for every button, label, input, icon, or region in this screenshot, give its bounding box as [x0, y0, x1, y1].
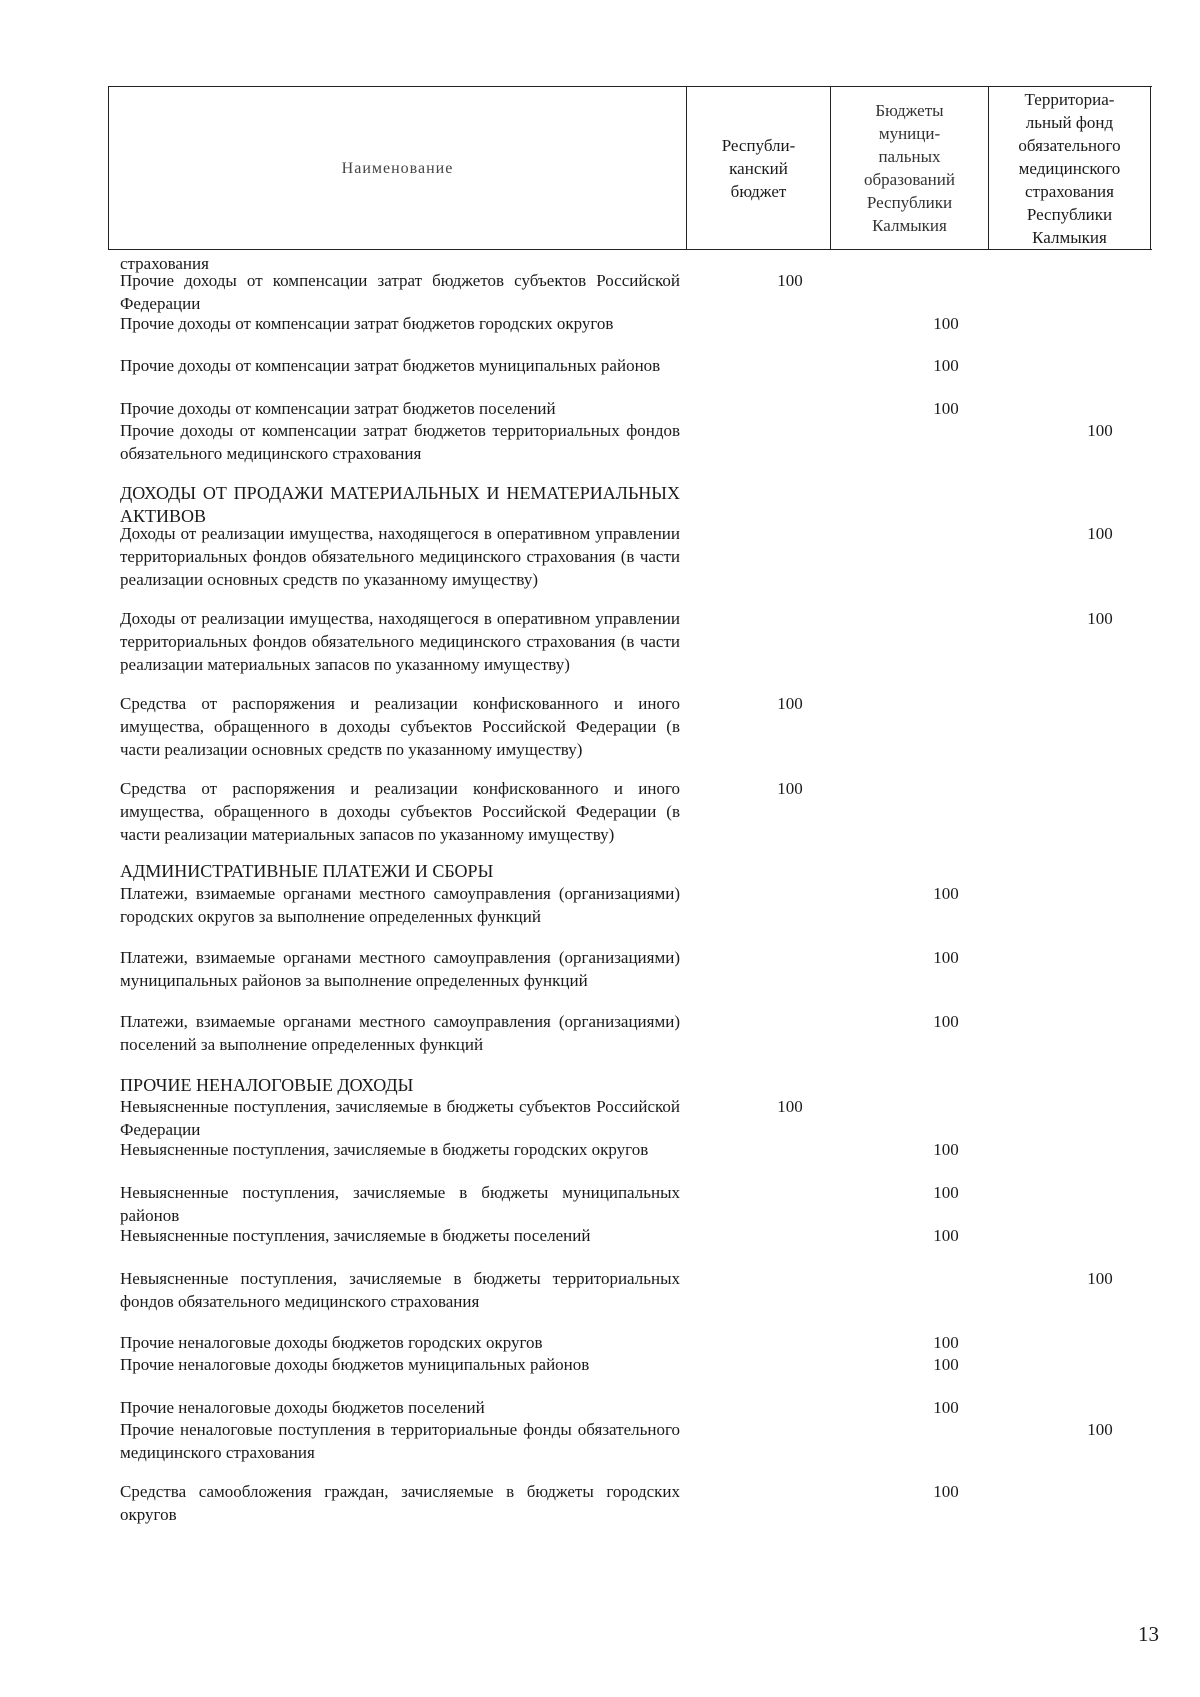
row-value: 100	[1087, 421, 1113, 440]
row-value: 100	[933, 1482, 959, 1501]
row-name: страхования	[120, 254, 209, 273]
row-name: Прочие доходы от компенсации затрат бюджетов муниципальных районов	[120, 356, 661, 375]
row-value: 100	[933, 399, 959, 418]
row-value: 100	[933, 884, 959, 903]
row-name: Средства от распоряжения и реализации конфискованного и иного имущества, обращенного в доходы субъектов Российской Федерации (в части реализации материальных запасов по указанному имуществу)	[120, 779, 680, 845]
table-header	[108, 86, 1152, 250]
section-heading: АДМИНИСТРАТИВНЫЕ ПЛАТЕЖИ И СБОРЫ	[120, 861, 494, 881]
row-name: Платежи, взимаемые органами местного самоуправления (организациями) поселений за выполнение определенных функций	[120, 1012, 680, 1055]
section-heading: ПРОЧИЕ НЕНАЛОГОВЫЕ ДОХОДЫ	[120, 1075, 414, 1095]
row-name: Прочие неналоговые поступления в территориальные фонды обязательного медицинского страхования	[120, 1420, 680, 1463]
row-value: 100	[1087, 609, 1113, 628]
row-value: 100	[933, 314, 959, 333]
page-number: 13	[1138, 1622, 1159, 1646]
row-value: 100	[933, 1226, 959, 1245]
row-value: 100	[1087, 524, 1113, 543]
row-name: Невыясненные поступления, зачисляемые в бюджеты территориальных фондов обязательного медицинского страхования	[120, 1269, 680, 1312]
row-name: Прочие доходы от компенсации затрат бюджетов субъектов Российской Федерации	[120, 271, 680, 314]
row-name: Платежи, взимаемые органами местного самоуправления (организациями) муниципальных районов за выполнение определенных функций	[120, 948, 680, 991]
row-value: 100	[933, 1355, 959, 1374]
row-name: Невыясненные поступления, зачисляемые в бюджеты поселений	[120, 1226, 591, 1245]
header-name-column: Наименование	[109, 87, 687, 249]
row-value: 100	[777, 779, 803, 798]
row-name: Невыясненные поступления, зачисляемые в бюджеты субъектов Российской Федерации	[120, 1097, 680, 1140]
row-value: 100	[777, 1097, 803, 1116]
section-heading: ДОХОДЫ ОТ ПРОДАЖИ МАТЕРИАЛЬНЫХ И НЕМАТЕРИАЛЬНЫХ АКТИВОВ	[120, 483, 680, 527]
row-name: Прочие доходы от компенсации затрат бюджетов поселений	[120, 399, 556, 418]
row-value: 100	[777, 694, 803, 713]
row-name: Прочие доходы от компенсации затрат бюджетов территориальных фондов обязательного медицинского страхования	[120, 421, 680, 464]
row-name: Средства от распоряжения и реализации конфискованного и иного имущества, обращенного в доходы субъектов Российской Федерации (в части реализации основных средств по указанному имуществу)	[120, 694, 680, 760]
row-name: Платежи, взимаемые органами местного самоуправления (организациями) городских округов за выполнение определенных функций	[120, 884, 680, 927]
row-value: 100	[933, 1140, 959, 1159]
header-territorial-fund-column: Территориа- льный фонд обязательного медицинского страхования Республики Калмыкия	[989, 87, 1151, 249]
header-municipal-budgets-column: Бюджеты муници- пальных образований Республики Калмыкия	[831, 87, 989, 249]
row-value: 100	[933, 1012, 959, 1031]
row-name: Прочие неналоговые доходы бюджетов поселений	[120, 1398, 485, 1417]
row-value: 100	[933, 1333, 959, 1352]
row-name: Невыясненные поступления, зачисляемые в бюджеты муниципальных районов	[120, 1183, 680, 1226]
row-value: 100	[933, 1398, 959, 1417]
row-value: 100	[1087, 1420, 1113, 1439]
row-value: 100	[933, 1183, 959, 1202]
row-name: Доходы от реализации имущества, находящегося в оперативном управлении территориальных фондов обязательного медицинского страхования (в части реализации материальных запасов по указанному имуществу)	[120, 609, 680, 675]
header-republic-budget-column: Республи- канский бюджет	[687, 87, 831, 249]
row-name: Прочие неналоговые доходы бюджетов муниципальных районов	[120, 1355, 590, 1374]
row-name: Невыясненные поступления, зачисляемые в бюджеты городских округов	[120, 1140, 649, 1159]
row-value: 100	[777, 271, 803, 290]
row-name: Прочие доходы от компенсации затрат бюджетов городских округов	[120, 314, 614, 333]
row-name: Средства самообложения граждан, зачисляемые в бюджеты городских округов	[120, 1482, 680, 1525]
row-value: 100	[933, 356, 959, 375]
row-value: 100	[933, 948, 959, 967]
row-value: 100	[1087, 1269, 1113, 1288]
row-name: Доходы от реализации имущества, находящегося в оперативном управлении территориальных фондов обязательного медицинского страхования (в части реализации основных средств по указанному имуществу)	[120, 524, 680, 590]
row-name: Прочие неналоговые доходы бюджетов городских округов	[120, 1333, 543, 1352]
